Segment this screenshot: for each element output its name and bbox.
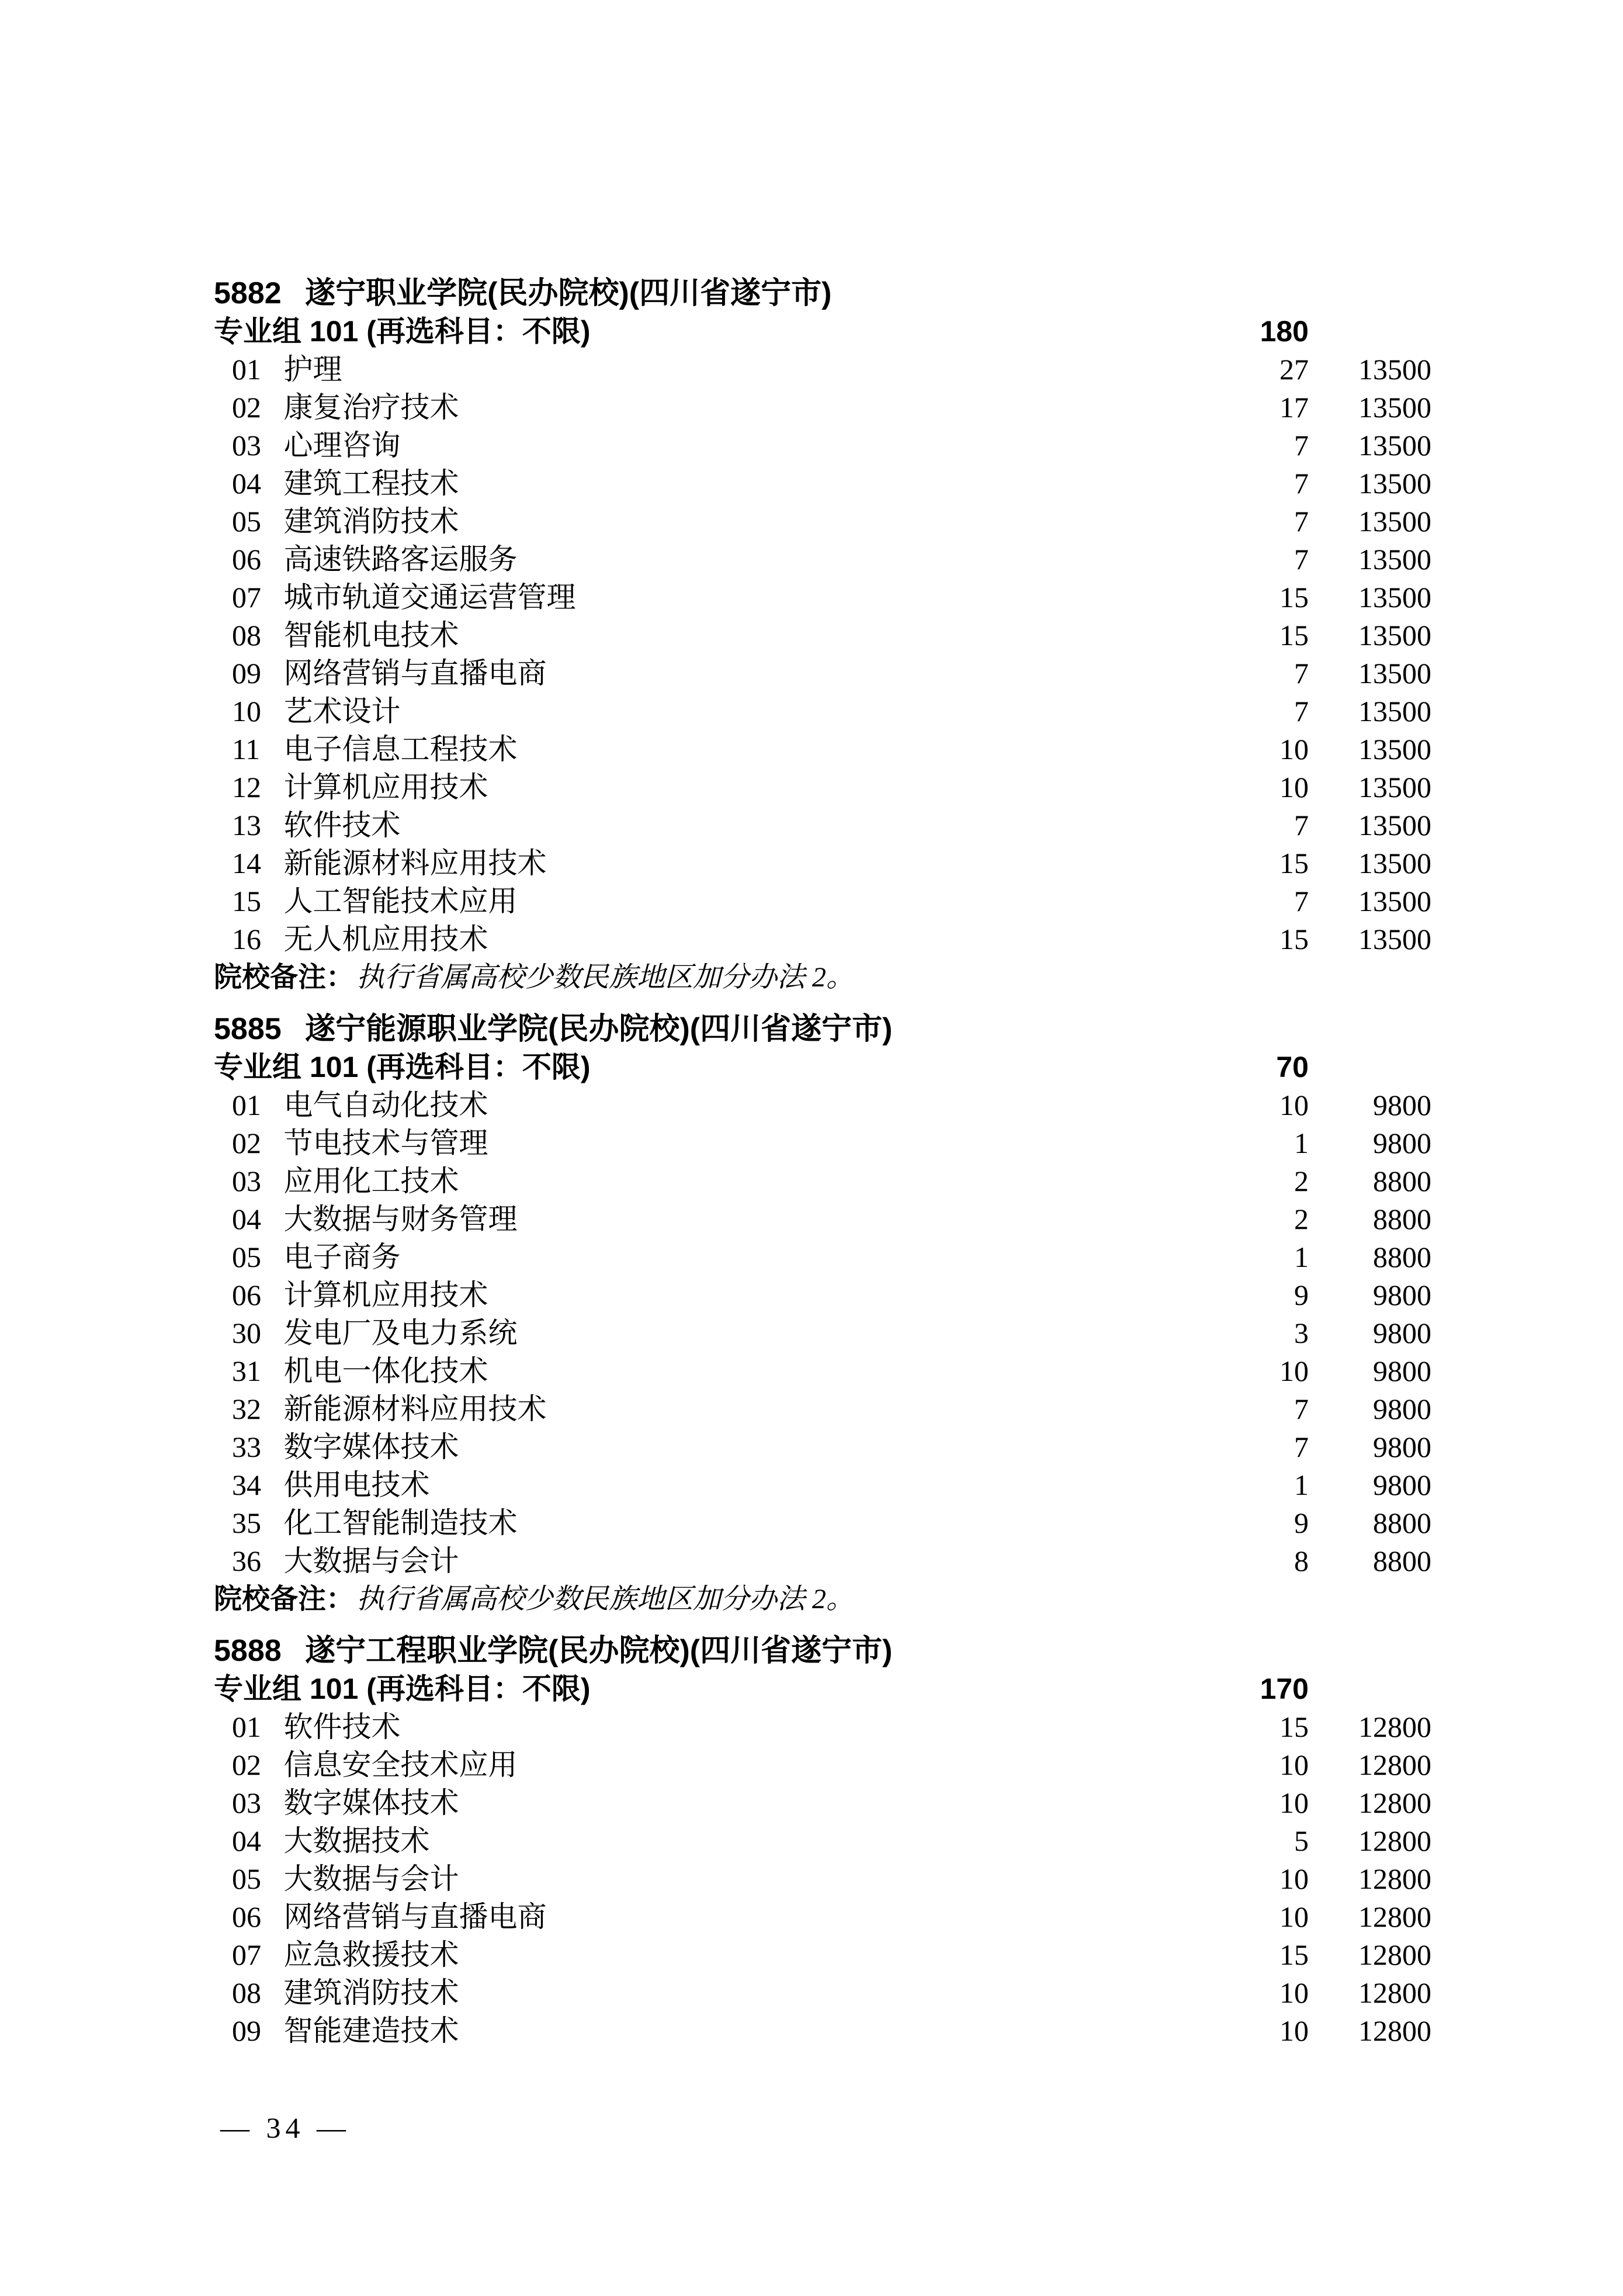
major-row bbox=[0, 541, 1623, 579]
major-fee: 12800 bbox=[1358, 1710, 1431, 1743]
school-header bbox=[0, 275, 1623, 313]
major-row bbox=[0, 768, 1623, 806]
major-row bbox=[0, 427, 1623, 465]
major-name: 大数据与会计 bbox=[283, 1544, 459, 1577]
major-number: 14 bbox=[232, 847, 261, 879]
major-number: 03 bbox=[232, 429, 261, 462]
major-number: 12 bbox=[232, 771, 261, 804]
major-name: 电子信息工程技术 bbox=[283, 733, 518, 766]
major-number: 09 bbox=[232, 2014, 261, 2047]
major-row bbox=[0, 1314, 1623, 1352]
major-name: 大数据技术 bbox=[283, 1824, 430, 1857]
major-row bbox=[0, 1974, 1623, 2012]
major-name: 建筑消防技术 bbox=[283, 1976, 459, 2009]
major-fee: 8800 bbox=[1373, 1203, 1431, 1235]
major-quota: 15 bbox=[1279, 847, 1309, 879]
major-fee: 13500 bbox=[1358, 657, 1431, 690]
major-number: 30 bbox=[232, 1317, 261, 1349]
school-section bbox=[0, 1010, 1623, 1618]
major-row bbox=[0, 617, 1623, 654]
major-fee: 8800 bbox=[1373, 1241, 1431, 1273]
major-fee: 9800 bbox=[1373, 1393, 1431, 1425]
major-group-label: 专业组 101 (再选科目：不限) bbox=[214, 315, 591, 348]
school-name: 遂宁工程职业学院(民办院校)(四川省遂宁市) bbox=[305, 1634, 893, 1668]
major-row bbox=[0, 692, 1623, 730]
major-group-row bbox=[0, 1670, 1623, 1708]
major-name: 康复治疗技术 bbox=[283, 391, 459, 424]
major-row bbox=[0, 1276, 1623, 1314]
major-fee: 12800 bbox=[1358, 1748, 1431, 1781]
major-fee: 8800 bbox=[1373, 1544, 1431, 1577]
school-section bbox=[0, 275, 1623, 996]
major-quota: 7 bbox=[1294, 543, 1309, 576]
major-row bbox=[0, 1504, 1623, 1542]
note-text: 执行省属高校少数民族地区加分办法 2。 bbox=[356, 1584, 855, 1615]
major-name: 网络营销与直播电商 bbox=[283, 657, 547, 690]
major-name: 城市轨道交通运营管理 bbox=[283, 581, 576, 614]
major-fee: 13500 bbox=[1358, 543, 1431, 576]
major-name: 发电厂及电力系统 bbox=[283, 1317, 518, 1349]
major-row bbox=[0, 920, 1623, 958]
major-fee: 12800 bbox=[1358, 2014, 1431, 2047]
major-quota: 1 bbox=[1294, 1241, 1309, 1273]
major-row bbox=[0, 882, 1623, 920]
major-row bbox=[0, 1428, 1623, 1466]
major-fee: 12800 bbox=[1358, 1824, 1431, 1857]
major-name: 供用电技术 bbox=[283, 1469, 430, 1501]
page-number bbox=[220, 2107, 351, 2148]
major-name: 无人机应用技术 bbox=[283, 923, 488, 955]
major-quota: 3 bbox=[1294, 1317, 1309, 1349]
major-row bbox=[0, 654, 1623, 692]
major-quota: 7 bbox=[1294, 809, 1309, 841]
major-quota: 7 bbox=[1294, 505, 1309, 538]
major-quota: 10 bbox=[1279, 1900, 1309, 1933]
note-label: 院校备注： bbox=[214, 962, 355, 993]
school-header bbox=[0, 1010, 1623, 1048]
major-fee: 13500 bbox=[1358, 885, 1431, 917]
major-name: 软件技术 bbox=[283, 1710, 401, 1743]
major-row bbox=[0, 1784, 1623, 1822]
major-number: 02 bbox=[232, 1748, 261, 1781]
major-row bbox=[0, 1898, 1623, 1936]
major-name: 智能机电技术 bbox=[283, 619, 459, 652]
major-group-label: 专业组 101 (再选科目：不限) bbox=[214, 1051, 591, 1083]
major-quota: 10 bbox=[1279, 1862, 1309, 1895]
major-name: 电子商务 bbox=[283, 1241, 401, 1273]
major-fee: 13500 bbox=[1358, 847, 1431, 879]
major-row bbox=[0, 1390, 1623, 1428]
major-quota: 10 bbox=[1279, 771, 1309, 804]
major-fee: 9800 bbox=[1373, 1355, 1431, 1387]
major-number: 34 bbox=[232, 1469, 261, 1501]
major-number: 11 bbox=[232, 733, 261, 766]
major-name: 智能建造技术 bbox=[283, 2014, 459, 2047]
major-row bbox=[0, 579, 1623, 617]
major-fee: 8800 bbox=[1373, 1507, 1431, 1539]
major-fee: 12800 bbox=[1358, 1862, 1431, 1895]
major-fee: 9800 bbox=[1373, 1431, 1431, 1463]
major-quota: 7 bbox=[1294, 1431, 1309, 1463]
major-name: 应用化工技术 bbox=[283, 1165, 459, 1197]
major-fee: 12800 bbox=[1358, 1938, 1431, 1971]
major-fee: 9800 bbox=[1373, 1089, 1431, 1121]
major-row bbox=[0, 1708, 1623, 1746]
major-row bbox=[0, 1124, 1623, 1162]
major-row bbox=[0, 1162, 1623, 1200]
major-number: 03 bbox=[232, 1165, 261, 1197]
major-fee: 13500 bbox=[1358, 771, 1431, 804]
major-number: 07 bbox=[232, 1938, 261, 1971]
major-number: 05 bbox=[232, 1862, 261, 1895]
major-name: 高速铁路客运服务 bbox=[283, 543, 518, 576]
school-section bbox=[0, 1632, 1623, 2050]
major-number: 05 bbox=[232, 505, 261, 538]
major-number: 01 bbox=[232, 353, 261, 386]
note-text: 执行省属高校少数民族地区加分办法 2。 bbox=[356, 962, 855, 993]
major-group-row bbox=[0, 1048, 1623, 1086]
school-name: 遂宁能源职业学院(民办院校)(四川省遂宁市) bbox=[305, 1012, 893, 1046]
major-number: 08 bbox=[232, 619, 261, 652]
major-quota: 5 bbox=[1294, 1824, 1309, 1857]
school-list bbox=[0, 275, 1623, 2050]
major-row bbox=[0, 1352, 1623, 1390]
major-number: 13 bbox=[232, 809, 261, 841]
major-quota: 15 bbox=[1279, 619, 1309, 652]
major-number: 33 bbox=[232, 1431, 261, 1463]
major-name: 新能源材料应用技术 bbox=[283, 847, 547, 879]
major-fee: 12800 bbox=[1358, 1786, 1431, 1819]
major-number: 16 bbox=[232, 923, 261, 955]
major-fee: 12800 bbox=[1358, 1900, 1431, 1933]
major-number: 05 bbox=[232, 1241, 261, 1273]
major-row bbox=[0, 1238, 1623, 1276]
major-name: 化工智能制造技术 bbox=[283, 1507, 518, 1539]
major-row bbox=[0, 1086, 1623, 1124]
major-quota: 10 bbox=[1279, 1748, 1309, 1781]
major-fee: 9800 bbox=[1373, 1317, 1431, 1349]
major-number: 36 bbox=[232, 1544, 261, 1577]
major-quota: 2 bbox=[1294, 1203, 1309, 1235]
major-number: 06 bbox=[232, 1900, 261, 1933]
major-quota: 15 bbox=[1279, 1938, 1309, 1971]
major-name: 建筑工程技术 bbox=[283, 467, 459, 500]
major-number: 09 bbox=[232, 657, 261, 690]
major-name: 艺术设计 bbox=[283, 695, 401, 728]
major-name: 应急救援技术 bbox=[283, 1938, 459, 1971]
major-quota: 10 bbox=[1279, 733, 1309, 766]
major-number: 04 bbox=[232, 1203, 261, 1235]
major-fee: 13500 bbox=[1358, 695, 1431, 728]
major-rows bbox=[0, 1086, 1623, 1580]
school-code: 5888 bbox=[214, 1634, 282, 1668]
major-name: 计算机应用技术 bbox=[283, 771, 488, 804]
major-quota: 8 bbox=[1294, 1544, 1309, 1577]
major-name: 护理 bbox=[283, 353, 342, 386]
major-group-label: 专业组 101 (再选科目：不限) bbox=[214, 1672, 591, 1705]
major-number: 35 bbox=[232, 1507, 261, 1539]
major-name: 网络营销与直播电商 bbox=[283, 1900, 547, 1933]
school-header bbox=[0, 1632, 1623, 1670]
major-name: 大数据与会计 bbox=[283, 1862, 459, 1895]
school-code: 5882 bbox=[214, 276, 282, 310]
school-code: 5885 bbox=[214, 1012, 282, 1046]
major-quota: 7 bbox=[1294, 429, 1309, 462]
major-quota: 7 bbox=[1294, 1393, 1309, 1425]
major-name: 新能源材料应用技术 bbox=[283, 1393, 547, 1425]
major-number: 01 bbox=[232, 1710, 261, 1743]
major-name: 大数据与财务管理 bbox=[283, 1203, 518, 1235]
major-row bbox=[0, 1542, 1623, 1580]
major-name: 信息安全技术应用 bbox=[283, 1748, 518, 1781]
major-rows bbox=[0, 351, 1623, 958]
major-row bbox=[0, 1746, 1623, 1784]
major-quota: 2 bbox=[1294, 1165, 1309, 1197]
major-number: 15 bbox=[232, 885, 261, 917]
major-quota: 10 bbox=[1279, 2014, 1309, 2047]
major-number: 02 bbox=[232, 1127, 261, 1159]
major-row bbox=[0, 844, 1623, 882]
major-name: 计算机应用技术 bbox=[283, 1279, 488, 1311]
major-rows bbox=[0, 1708, 1623, 2050]
major-number: 10 bbox=[232, 695, 261, 728]
major-number: 03 bbox=[232, 1786, 261, 1819]
major-number: 02 bbox=[232, 391, 261, 424]
major-fee: 13500 bbox=[1358, 733, 1431, 766]
major-number: 06 bbox=[232, 543, 261, 576]
major-row bbox=[0, 1200, 1623, 1238]
major-quota: 27 bbox=[1279, 353, 1309, 386]
major-fee: 13500 bbox=[1358, 353, 1431, 386]
major-number: 08 bbox=[232, 1976, 261, 2009]
major-quota: 7 bbox=[1294, 885, 1309, 917]
major-quota: 9 bbox=[1294, 1507, 1309, 1539]
group-total-quota: 170 bbox=[1260, 1672, 1309, 1705]
major-quota: 10 bbox=[1279, 1976, 1309, 2009]
major-group-row bbox=[0, 313, 1623, 351]
major-fee: 9800 bbox=[1373, 1469, 1431, 1501]
major-row bbox=[0, 351, 1623, 389]
school-note-row bbox=[0, 1580, 1623, 1618]
major-quota: 15 bbox=[1279, 923, 1309, 955]
major-fee: 9800 bbox=[1373, 1127, 1431, 1159]
major-name: 数字媒体技术 bbox=[283, 1431, 459, 1463]
major-fee: 12800 bbox=[1358, 1976, 1431, 2009]
major-quota: 17 bbox=[1279, 391, 1309, 424]
major-name: 软件技术 bbox=[283, 809, 401, 841]
major-row bbox=[0, 730, 1623, 768]
major-row bbox=[0, 1466, 1623, 1504]
major-fee: 13500 bbox=[1358, 619, 1431, 652]
major-row bbox=[0, 806, 1623, 844]
major-name: 数字媒体技术 bbox=[283, 1786, 459, 1819]
major-number: 06 bbox=[232, 1279, 261, 1311]
major-fee: 13500 bbox=[1358, 505, 1431, 538]
major-name: 人工智能技术应用 bbox=[283, 885, 518, 917]
major-name: 心理咨询 bbox=[283, 429, 401, 462]
major-row bbox=[0, 1860, 1623, 1898]
major-row bbox=[0, 1936, 1623, 1974]
major-fee: 13500 bbox=[1358, 581, 1431, 614]
major-quota: 10 bbox=[1279, 1089, 1309, 1121]
school-note-row bbox=[0, 958, 1623, 996]
major-quota: 7 bbox=[1294, 467, 1309, 500]
major-fee: 13500 bbox=[1358, 923, 1431, 955]
group-total-quota: 70 bbox=[1276, 1051, 1309, 1083]
group-total-quota: 180 bbox=[1260, 315, 1309, 348]
major-number: 01 bbox=[232, 1089, 261, 1121]
major-quota: 10 bbox=[1279, 1786, 1309, 1819]
major-name: 电气自动化技术 bbox=[283, 1089, 488, 1121]
major-number: 04 bbox=[232, 467, 261, 500]
major-number: 32 bbox=[232, 1393, 261, 1425]
major-fee: 8800 bbox=[1373, 1165, 1431, 1197]
major-quota: 7 bbox=[1294, 695, 1309, 728]
major-name: 节电技术与管理 bbox=[283, 1127, 488, 1159]
major-number: 04 bbox=[232, 1824, 261, 1857]
major-fee: 9800 bbox=[1373, 1279, 1431, 1311]
major-fee: 13500 bbox=[1358, 467, 1431, 500]
major-quota: 9 bbox=[1294, 1279, 1309, 1311]
major-name: 建筑消防技术 bbox=[283, 505, 459, 538]
major-quota: 1 bbox=[1294, 1127, 1309, 1159]
major-fee: 13500 bbox=[1358, 391, 1431, 424]
major-row bbox=[0, 465, 1623, 503]
major-quota: 15 bbox=[1279, 581, 1309, 614]
note-label: 院校备注： bbox=[214, 1584, 355, 1615]
major-row bbox=[0, 389, 1623, 427]
major-fee: 13500 bbox=[1358, 429, 1431, 462]
page-number-text: — 34 — bbox=[220, 2111, 351, 2144]
major-row bbox=[0, 1822, 1623, 1860]
major-number: 07 bbox=[232, 581, 261, 614]
major-quota: 1 bbox=[1294, 1469, 1309, 1501]
major-fee: 13500 bbox=[1358, 809, 1431, 841]
major-number: 31 bbox=[232, 1355, 261, 1387]
major-quota: 15 bbox=[1279, 1710, 1309, 1743]
major-row bbox=[0, 503, 1623, 541]
major-row bbox=[0, 2012, 1623, 2050]
school-name: 遂宁职业学院(民办院校)(四川省遂宁市) bbox=[305, 276, 832, 310]
major-name: 机电一体化技术 bbox=[283, 1355, 488, 1387]
major-quota: 10 bbox=[1279, 1355, 1309, 1387]
major-quota: 7 bbox=[1294, 657, 1309, 690]
